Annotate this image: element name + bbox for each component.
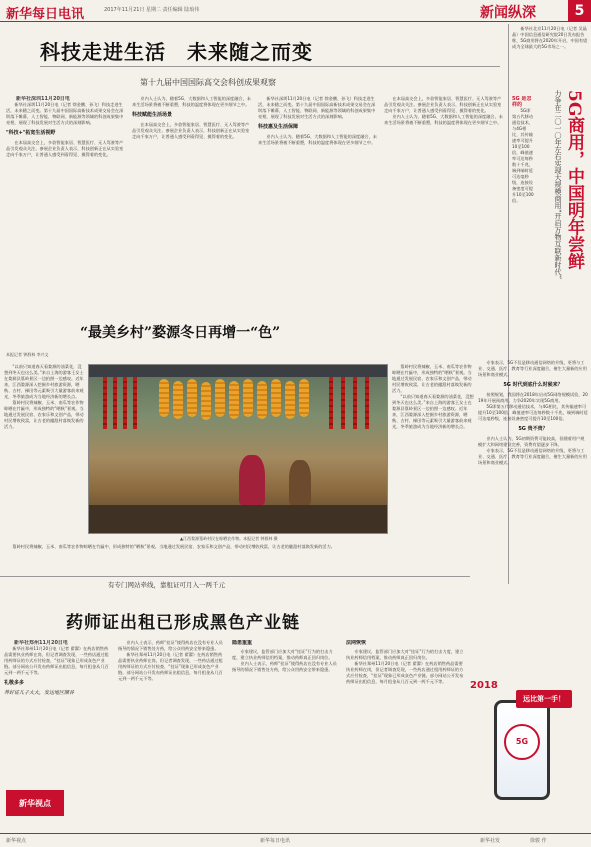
- masthead: [0, 0, 591, 22]
- chili-string: [353, 377, 357, 429]
- section-title: 新闻纵深: [480, 5, 536, 21]
- sidebar-q1: 5G 是怎样的: [512, 96, 532, 108]
- ad-banner: 远比第一手！: [516, 690, 572, 708]
- sidebar-body2: 专家表示，5G不仅是移动通信网络的升级，更将与工业、交通、医疗、教育等行业深度融合，催生大量新的应用场景和商业模式。: [478, 360, 587, 377]
- roof-eave: [89, 365, 388, 377]
- corn-cob: [299, 379, 309, 417]
- villager: [239, 455, 265, 505]
- article3-body-a2: 新华社郑州11月20日电（记者 翟濯）在药店销售药品需要执业药师在岗，但记者调查发现，一些药店通过租用药师证的方式应付检查，“挂证”现象已形成灰色产业链。部分网站公开发布药师证出租信息，每月租金从几百元到一两千元不等。: [118, 652, 223, 681]
- article3-body-c: 专家建议，监管部门应加大对“挂证”行为的打击力度，建立执业药师信用档案，推动药师真正回归岗位。: [232, 649, 333, 660]
- corn-cob: [187, 379, 197, 417]
- sidebar-body2b: 专家表示，5G不仅是移动通信网络的升级，更将与工业、交通、医疗、教育等行业深度融合，催生大量新的应用场景和商业模式。: [478, 448, 587, 465]
- article1-sub-a: "科技+"拓宽生活视野: [6, 130, 56, 136]
- article3-col1: [4, 640, 112, 790]
- article3-body-c2: 专家建议，监管部门应加大对“挂证”行为的打击力度，建立执业药师信用档案，推动药师真正回归岗位。: [346, 649, 464, 660]
- corn-cob: [173, 381, 183, 419]
- footer-left: 新华视点: [6, 838, 27, 844]
- chili-string: [123, 377, 127, 429]
- 5g-badge: 5G: [504, 724, 540, 760]
- corn-cob: [201, 382, 211, 420]
- article1-sub-c: 科技惠及生活保障: [258, 124, 299, 130]
- sidebar-col-narrow: [512, 96, 534, 346]
- article1-body-b3: 在本届高交会上，多款智能家居、智慧医疗、无人驾驶等产品引发观众关注。参展企业负责人表示，科技创新正在从实验室走向千家万户，让普通人感受到看得见、摸得着的变化。: [384, 96, 502, 113]
- article3-topline: 有专门网站牵线，靠租证可月入一两千元: [108, 581, 225, 589]
- footer-mid: 新华每日电讯: [260, 838, 291, 844]
- article3-dateline: 新华社郑州11月20日电: [14, 640, 68, 646]
- article2-body2: 篁岭村民将辣椒、玉米、南瓜等农作物晾晒在竹匾中，形成独特的“晒秋”景观。当地通过发展民宿、农家乐和文创产品，带动村民增收致富，让古老的徽派村落焕发新的活力。: [4, 400, 84, 429]
- sidebar-body3: 按照规划，我国将在2018年启动5G网络规模试验，2019年开展预商用，力争2020年实现5G商用。: [478, 392, 588, 403]
- article1-body-c2: 业内人士认为，随着5G、大数据和人工智能的深度融合，未来生活场景将被不断重塑，科技的温度将体现在更多细节之中。: [258, 134, 377, 145]
- chili-string: [113, 377, 117, 429]
- article3-col2: [118, 640, 226, 830]
- corn-cob: [243, 379, 253, 417]
- article3-rubric-sub: 养好证儿子大大，发达地区额谷: [4, 690, 75, 696]
- sidebar-q3: 5G 贵不贵？: [518, 426, 548, 432]
- footer: [0, 833, 591, 847]
- footer-credit: 新华社发: [480, 838, 501, 844]
- chili-string: [341, 377, 345, 429]
- article3-sub-a: 隐患重重: [232, 640, 253, 646]
- article3-headline: 药师证出租已形成黑色产业链: [66, 613, 300, 633]
- article1-subhead: 第十九届中国国际高交会科创成果观察: [140, 78, 276, 87]
- chili-string: [329, 377, 333, 429]
- article3-body-b2: 业内人士表示，药师“挂证”使得药店在没有专业人员指导的情况下销售处方药，给公众用药安全带来隐患。: [232, 661, 337, 672]
- ad-year: 2018: [470, 680, 498, 691]
- corn-cob: [159, 379, 169, 417]
- article2-headline: “最美乡村”婺源冬日再增一“色”: [80, 325, 281, 341]
- article2-tail-text: 篁岭村民将辣椒、玉米、南瓜等农作物晾晒在竹匾中，形成独特的“晒秋”景观。当地通过发展民宿、农家乐和文创产品，带动村民增收致富，让古老的徽派村落焕发新的活力。: [12, 544, 335, 549]
- drying-rack: [89, 505, 388, 534]
- article2-col1: [4, 364, 84, 534]
- issue-date: 2017年11月21日 星期二 责任编辑 陆琅伟: [104, 7, 200, 13]
- article3-col3: [232, 640, 340, 830]
- article2-byline: 本报记者 钟群林 李兴文: [6, 352, 49, 357]
- article1-body-b2: 在本届高交会上，多款智能家居、智慧医疗、无人驾驶等产品引发观众关注。参展企业负责人表示，科技创新正在从实验室走向千家万户，让普通人感受到看得见、摸得着的变化。: [132, 122, 250, 139]
- article1-body-c: 业内人士认为，随着5G、大数据和人工智能的深度融合，未来生活场景将被不断重塑，科技的温度将体现在更多细节之中。: [132, 96, 251, 107]
- newspaper-logo: 新华每日电讯: [6, 7, 85, 22]
- article1-headline: 科技走进生活 未来随之而变: [40, 40, 313, 64]
- sidebar-vertical-headline: 5G商用，中国明年尝鲜: [564, 90, 584, 270]
- sidebar-q2: 5G 时代到底什么时候来？: [503, 382, 563, 388]
- sidebar-body1b: 5G即第五代移动通信技术，与4G相比，其传输速率可提升10至100倍，峰值速率可达每秒数十千兆，端到端时延可达毫秒级，连接设备密度可提升10至100倍。: [478, 404, 588, 421]
- article3-col4: [346, 640, 464, 830]
- article1-sub-b: 科技赋能生活场景: [132, 112, 173, 118]
- divider: [0, 576, 470, 577]
- 5g-illustration: [470, 680, 582, 820]
- article1-dateline: 新华社深圳11月20日电: [16, 96, 70, 102]
- article1-body-c3: 业内人士认为，随着5G、大数据和人工智能的深度融合，未来生活场景将被不断重塑，科技的温度将体现在更多细节之中。: [384, 114, 503, 125]
- article3-rubric: 礼敬多多: [4, 680, 25, 686]
- article2-body: “以前只知道春天看婺源的油菜花，没想到冬天也这么美。”来自上海的游客王女士在婺源县篁岭景区一边拍照一边感叹。近年来，江西婺源深入挖掘乡村旅游资源，晒秋、古村、梯田等元素吸引大量游客前来观光，冬季旅游成为当地经济新的增长点。: [4, 364, 84, 399]
- photo-caption: ▲江西婺源篁岭村民在晾晒农作物。本报记者 钟群林 摄: [180, 536, 278, 541]
- corn-cob: [271, 379, 281, 417]
- chili-string: [365, 377, 369, 429]
- corn-cob: [215, 379, 225, 417]
- sidebar-intro-text: 新华社北京11月20日电（记者 吴晶晶）中国信息通信研究院20日发布报告称，5G商用将在2020年开启，中国有望成为全球最大的5G市场之一。: [512, 26, 588, 49]
- article1-col1: [6, 96, 126, 356]
- article3-sub-b: 法网恢恢: [346, 640, 367, 646]
- villager: [289, 460, 311, 505]
- article1-col3: [258, 96, 378, 356]
- corn-cob: [229, 381, 239, 419]
- article3-body-a: 新华社郑州11月20日电（记者 翟濯）在药店销售药品需要执业药师在岗，但记者调查发现，一些药店通过租用药师证的方式应付检查，“挂证”现象已形成灰色产业链。部分网站公开发布药师证出租信息，每月租金从几百元到一两千元不等。: [4, 646, 109, 675]
- footer-artist: 徐骏 作: [530, 838, 547, 844]
- article1-body-b: 在本届高交会上，多款智能家居、智慧医疗、无人驾驶等产品引发观众关注。参展企业负责人表示，科技创新正在从实验室走向千家万户，让普通人感受到看得见、摸得着的变化。: [6, 140, 124, 157]
- sidebar-headline-block: [530, 90, 586, 350]
- corn-cob: [285, 381, 295, 419]
- divider: [40, 66, 500, 67]
- article1-body-a: 新华社深圳11月20日电（记者 徐金鹏、孙飞）科技走进生活，未来随之而变。第十九届中国国际高新技术成果交易会在深圳落下帷幕，人工智能、物联网、新能源等领域的科创成果集中亮相，展现了科技发展对生活方式的深刻影响。: [6, 102, 124, 125]
- article2-body-r: 篁岭村民将辣椒、玉米、南瓜等农作物晾晒在竹匾中，形成独特的“晒秋”景观。当地通过发展民宿、农家乐和文创产品，带动村民增收致富，让古老的徽派村落焕发新的活力。: [392, 364, 472, 393]
- article1-col2: [132, 96, 252, 356]
- page-number: 5: [568, 0, 591, 22]
- article3-body-a3: 新华社郑州11月20日电（记者 翟濯）在药店销售药品需要执业药师在岗，但记者调查发现，一些药店通过租用药师证的方式应付检查，“挂证”现象已形成灰色产业链。部分网站公开发布药师证出租信息，每月租金从几百元到一两千元不等。: [346, 661, 464, 684]
- sidebar-body1: 5G即第五代移动通信技术，与4G相比，其传输速率可提升10至100倍，峰值速率可达每秒数十千兆，端到端时延可达毫秒级，连接设备密度可提升10至100倍。: [512, 108, 534, 203]
- village-photo: [88, 364, 388, 534]
- article3-body-b: 业内人士表示，药师“挂证”使得药店在没有专业人员指导的情况下销售处方药，给公众用药安全带来隐患。: [118, 640, 223, 651]
- article2-col-right: [392, 364, 474, 564]
- chili-string: [103, 377, 107, 429]
- chili-string: [133, 377, 137, 429]
- xinhua-shidian-logo: 新华视点: [6, 790, 64, 816]
- sidebar-vertical-sub: 力争在二〇一〇年左右实现大规模商用“开启万物互联新时代”: [554, 90, 562, 280]
- sidebar-body4: 业内人士认为，5G初期资费可能较高，但随着用户规模扩大和网络建设完善，资费有望逐步下降。: [478, 436, 585, 447]
- article2-body-r2: “以前只知道春天看婺源的油菜花，没想到冬天也这么美。”来自上海的游客王女士在婺源县篁岭景区一边拍照一边感叹。近年来，江西婺源深入挖掘乡村旅游资源，晒秋、古村、梯田等元素吸引大量游客前来观光，冬季旅游成为当地经济新的增长点。: [392, 394, 474, 429]
- sidebar-lower: [478, 360, 588, 670]
- article1-body-a2: 新华社深圳11月20日电（记者 徐金鹏、孙飞）科技走进生活，未来随之而变。第十九届中国国际高新技术成果交易会在深圳落下帷幕，人工智能、物联网、新能源等领域的科创成果集中亮相，展现了科技发展对生活方式的深刻影响。: [258, 96, 376, 119]
- article2-tail: [4, 544, 474, 574]
- sidebar-intro: [512, 26, 588, 86]
- article1-col4: [384, 96, 504, 356]
- corn-cob: [257, 381, 267, 419]
